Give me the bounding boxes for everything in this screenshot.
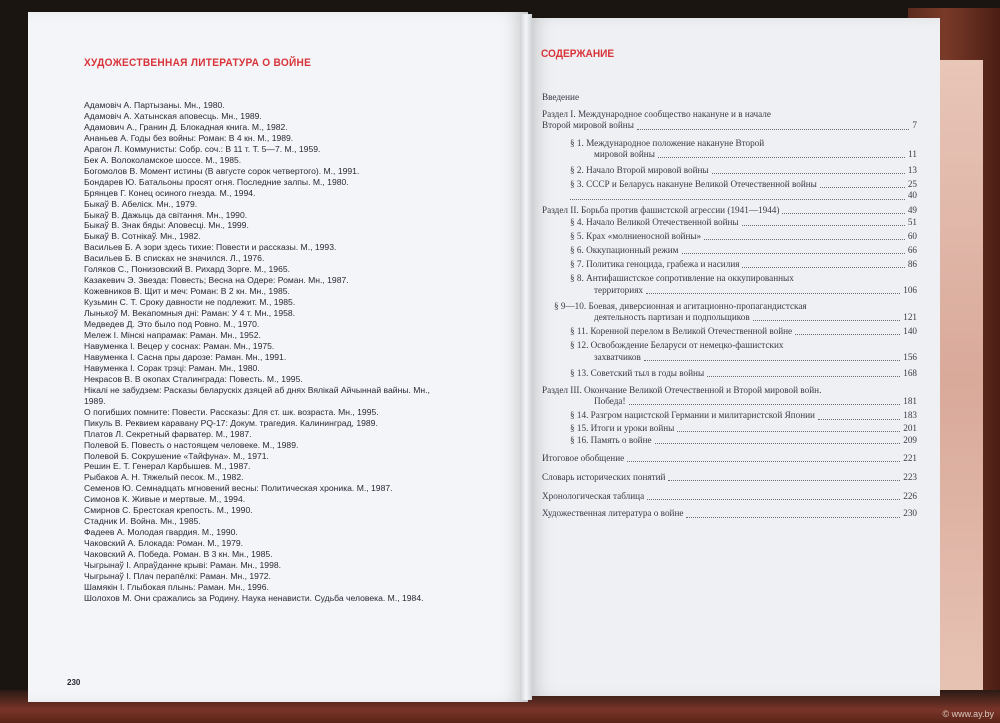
toc-leader-dots bbox=[627, 461, 900, 462]
toc-entry-label: Раздел III. Окончание Великой Отечественной и Второй мировой войн. bbox=[542, 384, 822, 395]
watermark: © www.ay.by bbox=[942, 709, 994, 719]
toc-leader-dots bbox=[647, 499, 900, 500]
bibliography-entry: Платов Л. Секретный фарватер. М., 1987. bbox=[84, 428, 252, 439]
bibliography-entry: Чыгрынаў І. Плач перапёлкі: Раман. Мн., 1972. bbox=[84, 570, 271, 581]
bibliography-entry: Кузьмин С. Т. Сроку давности не подлежит. М., 1985. bbox=[84, 297, 296, 308]
bibliography-entry: Васильев Б. А зори здесь тихие: Повести и рассказы. М., 1993. bbox=[84, 242, 337, 253]
toc-leader-dots bbox=[742, 267, 905, 268]
toc-leader-dots bbox=[707, 376, 900, 377]
bibliography-entry: Некрасов В. В окопах Сталинграда: Повесть. М., 1995. bbox=[84, 373, 303, 384]
toc-entry-label: § 6. Оккупационный режим bbox=[570, 245, 679, 256]
toc-entry bbox=[542, 352, 917, 363]
toc-entry-page: 25 bbox=[907, 179, 917, 190]
bibliography-entry: Медведев Д. Это было под Ровно. М., 1970. bbox=[84, 319, 260, 330]
toc-entry-page: 230 bbox=[903, 508, 917, 519]
toc-entry bbox=[542, 92, 917, 103]
toc-leader-dots bbox=[712, 173, 905, 174]
bibliography-entry: Смирнов С. Брестская крепость. М., 1990. bbox=[84, 505, 253, 516]
bibliography-entry: Богомолов В. Момент истины (В августе сорок четвертого). М., 1991. bbox=[84, 165, 360, 176]
toc-entry bbox=[542, 410, 917, 421]
toc-entry bbox=[542, 245, 917, 256]
bibliography-entry: Адамовіч А. Хатынская аповесць. Мн., 1989. bbox=[84, 110, 262, 121]
toc-entry-label: Словарь исторических понятий bbox=[542, 472, 666, 483]
toc-entry-label: § 3. СССР и Беларусь накануне Великой Отечественной войны bbox=[570, 179, 817, 190]
toc-entry-label: § 12. Освобождение Беларуси от немецко-фашистских bbox=[570, 340, 784, 351]
toc-entry-page: 51 bbox=[907, 216, 917, 227]
toc-leader-dots bbox=[629, 404, 900, 405]
book-gutter bbox=[520, 14, 532, 700]
toc-entry-label: Второй мировой войны bbox=[542, 120, 634, 131]
toc-leader-dots bbox=[637, 129, 909, 130]
bibliography-entry: Навуменка І. Сорак трэці: Раман. Мн., 1980. bbox=[84, 362, 260, 373]
bibliography-list bbox=[84, 100, 494, 604]
toc-entry bbox=[542, 217, 917, 228]
toc-leader-dots bbox=[655, 443, 900, 444]
bibliography-entry: О погибших помните: Повести. Рассказы: Для ст. шк. возраста. Мн., 1995. bbox=[84, 406, 379, 417]
toc-entry-label: Художественная литература о войне bbox=[542, 508, 684, 519]
toc-entry bbox=[542, 396, 917, 407]
toc-entry bbox=[542, 231, 917, 242]
toc-leader-dots bbox=[570, 199, 905, 200]
toc-entry-page: 226 bbox=[903, 491, 917, 502]
toc-leader-dots bbox=[658, 157, 905, 158]
toc-entry bbox=[542, 508, 917, 519]
toc-entry-label: мировой войны bbox=[594, 148, 655, 159]
toc-entry bbox=[542, 453, 917, 464]
toc-entry-page: 181 bbox=[903, 396, 917, 407]
toc-leader-dots bbox=[753, 320, 900, 321]
bibliography-entry: Бек А. Волоколамское шоссе. М., 1985. bbox=[84, 154, 242, 165]
toc-entry-page: 11 bbox=[908, 148, 917, 159]
toc-entry bbox=[542, 340, 917, 351]
toc-entry bbox=[542, 205, 917, 216]
toc-entry bbox=[542, 368, 917, 379]
toc-entry-page: 140 bbox=[903, 326, 917, 337]
toc-entry-page: 13 bbox=[907, 164, 917, 175]
toc-entry bbox=[542, 385, 917, 396]
bibliography-entry: Навуменка І. Сасна пры дарозе: Раман. Мн., 1991. bbox=[84, 351, 287, 362]
bibliography-entry: Нікалі не забудзем: Расказы беларускіх дзяцей аб днях Вялікай Айчыннай вайны. Мн., bbox=[84, 384, 430, 395]
bibliography-entry: Фадеев А. Молодая гвардия. М., 1990. bbox=[84, 527, 238, 538]
toc-entry bbox=[542, 301, 917, 312]
bibliography-entry: Голяков С., Понизовский В. Рихард Зорге. М., 1965. bbox=[84, 264, 291, 275]
contents-heading: СОДЕРЖАНИЕ bbox=[541, 48, 615, 60]
bibliography-entry: Симонов К. Живые и мертвые. М., 1994. bbox=[84, 494, 246, 505]
bibliography-entry: Быкаў В. Сотнікаў. Мн., 1982. bbox=[84, 231, 201, 242]
bibliography-entry: Стадник И. Война. Мн., 1985. bbox=[84, 516, 201, 527]
toc-entry-page: 209 bbox=[903, 434, 917, 445]
toc-entry-label: § 9—10. Боевая, диверсионная и агитационно-пропагандистская bbox=[554, 300, 807, 311]
bibliography-entry: Казакевич Э. Звезда: Повесть; Весна на Одере: Роман. Мн., 1987. bbox=[84, 275, 349, 286]
toc-entry-label: § 11. Коренной перелом в Великой Отечественной войне bbox=[570, 326, 793, 337]
bibliography-entry: Адамовіч А. Партызаны. Мн., 1980. bbox=[84, 100, 225, 110]
bibliography-entry: Шолохов М. Они сражались за Родину. Наука ненависти. Судьба человека. М., 1984. bbox=[84, 592, 424, 603]
bibliography-entry: Адамович А., Гранин Д. Блокадная книга. М., 1982. bbox=[84, 121, 288, 132]
toc-entry-page: 60 bbox=[907, 230, 917, 241]
bibliography-entry: Арагон Л. Коммунисты: Собр. соч.: В 11 т. Т. 5—7. М., 1959. bbox=[84, 143, 321, 154]
toc-entry bbox=[542, 190, 917, 201]
toc-entry bbox=[542, 312, 917, 323]
bibliography-entry: Семенов Ю. Семнадцать мгновений весны: Политическая хроника. М., 1987. bbox=[84, 483, 393, 494]
toc-leader-dots bbox=[704, 239, 905, 240]
toc-entry-page: 183 bbox=[903, 410, 917, 421]
bibliography-entry: Чыгрынаў І. Апраўданне крыві: Раман. Мн., 1998. bbox=[84, 560, 282, 571]
toc-leader-dots bbox=[686, 517, 900, 518]
toc-entry-page: 156 bbox=[903, 351, 917, 362]
toc-entry-label: захватчиков bbox=[594, 351, 641, 362]
toc-leader-dots bbox=[646, 293, 900, 294]
bibliography-entry: Быкаў В. Знак бяды: Аповесці. Мн., 1999. bbox=[84, 220, 249, 231]
toc-leader-dots bbox=[677, 431, 900, 432]
toc-entry-label: Введение bbox=[542, 92, 580, 102]
toc-entry-label: § 1. Международное положение накануне Второй bbox=[570, 137, 765, 148]
bibliography-entry: Полевой Б. Повесть о настоящем человеке. М., 1989. bbox=[84, 439, 299, 450]
bibliography-entry: Решин Е. Т. Генерал Карбышев. М., 1987. bbox=[84, 461, 251, 472]
toc-entry-page: 223 bbox=[903, 472, 917, 483]
toc-entry-label: § 8. Антифашистское сопротивление на оккупированных bbox=[570, 273, 794, 284]
toc-leader-dots bbox=[668, 480, 900, 481]
toc-entry-label: § 5. Крах «молниеносной войны» bbox=[570, 230, 702, 241]
bibliography-entry: Полевой Б. Сокрушение «Тайфуна». М., 1971. bbox=[84, 450, 269, 461]
toc-entry-label: Раздел I. Международное сообщество накануне и в начале bbox=[542, 109, 771, 120]
toc-entry bbox=[542, 120, 917, 131]
toc-entry-page: 221 bbox=[903, 452, 917, 463]
toc-entry bbox=[542, 491, 917, 502]
bibliography-entry: Бондарев Ю. Батальоны просят огня. Последние залпы. М., 1980. bbox=[84, 176, 349, 187]
bibliography-entry: Лынькоў М. Векапомныя дні: Раман: У 4 т. Мн., 1958. bbox=[84, 308, 296, 319]
toc-entry bbox=[542, 423, 917, 434]
toc-leader-dots bbox=[782, 213, 905, 214]
bibliography-entry: Быкаў В. Абеліск. Мн., 1979. bbox=[84, 198, 198, 209]
toc-entry bbox=[542, 149, 917, 160]
toc-entry-label: § 4. Начало Великой Отечественной войны bbox=[570, 216, 739, 227]
bibliography-entry: Чаковский А. Победа. Роман. В 3 кн. Мн., 1985. bbox=[84, 549, 273, 560]
toc-entry-label: § 16. Память о войне bbox=[570, 434, 652, 445]
toc-entry-label: § 15. Итоги и уроки войны bbox=[570, 422, 675, 433]
toc-entry bbox=[542, 285, 917, 296]
bibliography-entry: Ананьев А. Годы без войны: Роман: В 4 кн. М., 1989. bbox=[84, 132, 294, 143]
toc-entry-label: § 13. Советский тыл в годы войны bbox=[570, 367, 705, 378]
toc-leader-dots bbox=[818, 419, 900, 420]
bibliography-entry: Чаковский А. Блокада: Роман. М., 1979. bbox=[84, 538, 244, 549]
toc-entry bbox=[542, 273, 917, 284]
toc-entry-label: Хронологическая таблица bbox=[542, 491, 645, 502]
toc-entry-label: § 2. Начало Второй мировой войны bbox=[570, 164, 709, 175]
toc-entry bbox=[542, 326, 917, 337]
toc-entry-label: Раздел II. Борьба против фашистской агрессии (1941—1944) bbox=[542, 204, 780, 215]
toc-entry-page: 7 bbox=[912, 120, 917, 131]
bibliography-entry: Брянцев Г. Конец осиного гнезда. М., 1994. bbox=[84, 187, 256, 198]
toc-entry-page: 40 bbox=[907, 190, 917, 201]
toc-entry-page: 121 bbox=[903, 312, 917, 322]
toc-entry bbox=[542, 472, 917, 483]
toc-entry-label: Итоговое обобщение bbox=[542, 452, 625, 463]
toc-entry-label: § 7. Политика геноцида, грабежа и насилия bbox=[570, 259, 740, 270]
toc-entry-page: 201 bbox=[903, 422, 917, 433]
toc-entry bbox=[542, 259, 917, 270]
bibliography-entry: Пикуль В. Реквием каравану PQ-17: Докум. трагедия. Калининград, 1989. bbox=[84, 417, 378, 428]
toc-entry-page: 168 bbox=[903, 367, 917, 378]
toc-entry-label: территориях bbox=[594, 284, 644, 295]
toc-entry-label: деятельность партизан и подпольщиков bbox=[594, 312, 750, 322]
toc-leader-dots bbox=[682, 253, 905, 254]
toc-entry bbox=[542, 179, 917, 190]
toc-entry bbox=[542, 165, 917, 176]
toc-entry-page: 106 bbox=[903, 284, 917, 295]
toc-leader-dots bbox=[644, 360, 900, 361]
toc-entry-page: 86 bbox=[907, 259, 917, 270]
toc-leader-dots bbox=[820, 187, 905, 188]
bibliography-entry: Быкаў В. Дажыць да світання. Мн., 1990. bbox=[84, 209, 248, 220]
table-of-contents bbox=[542, 92, 917, 520]
bibliography-entry: Рыбаков А. Н. Тяжелый песок. М., 1982. bbox=[84, 472, 244, 483]
toc-entry-label: Победа! bbox=[594, 396, 626, 407]
toc-entry-page: 49 bbox=[907, 204, 917, 215]
toc-entry bbox=[542, 138, 917, 149]
page-number: 230 bbox=[67, 678, 81, 687]
toc-entry-label: § 14. Разгром нацистской Германии и милитаристской Японии bbox=[570, 410, 815, 421]
toc-leader-dots bbox=[742, 225, 905, 226]
bibliography-entry: Васильев Б. В списках не значился. Л., 1976. bbox=[84, 253, 265, 264]
bibliography-entry: Мележ І. Мінскі напрамак: Раман. Мн., 1952. bbox=[84, 330, 261, 341]
toc-leader-dots bbox=[795, 334, 900, 335]
bibliography-entry: Шамякін І. Глыбокая плынь: Раман. Мн., 1996. bbox=[84, 581, 269, 592]
literature-heading: ХУДОЖЕСТВЕННАЯ ЛИТЕРАТУРА О ВОЙНЕ bbox=[84, 57, 312, 69]
toc-entry bbox=[542, 109, 917, 120]
toc-entry-page: 66 bbox=[907, 245, 917, 256]
toc-entry bbox=[542, 435, 917, 446]
bibliography-entry: Навуменка І. Вецер у соснах: Раман. Мн., 1975. bbox=[84, 340, 275, 351]
bibliography-entry: 1989. bbox=[84, 395, 106, 406]
bibliography-entry: Кожевников В. Щит и меч: Роман: В 2 кн. Мн., 1985. bbox=[84, 286, 290, 297]
